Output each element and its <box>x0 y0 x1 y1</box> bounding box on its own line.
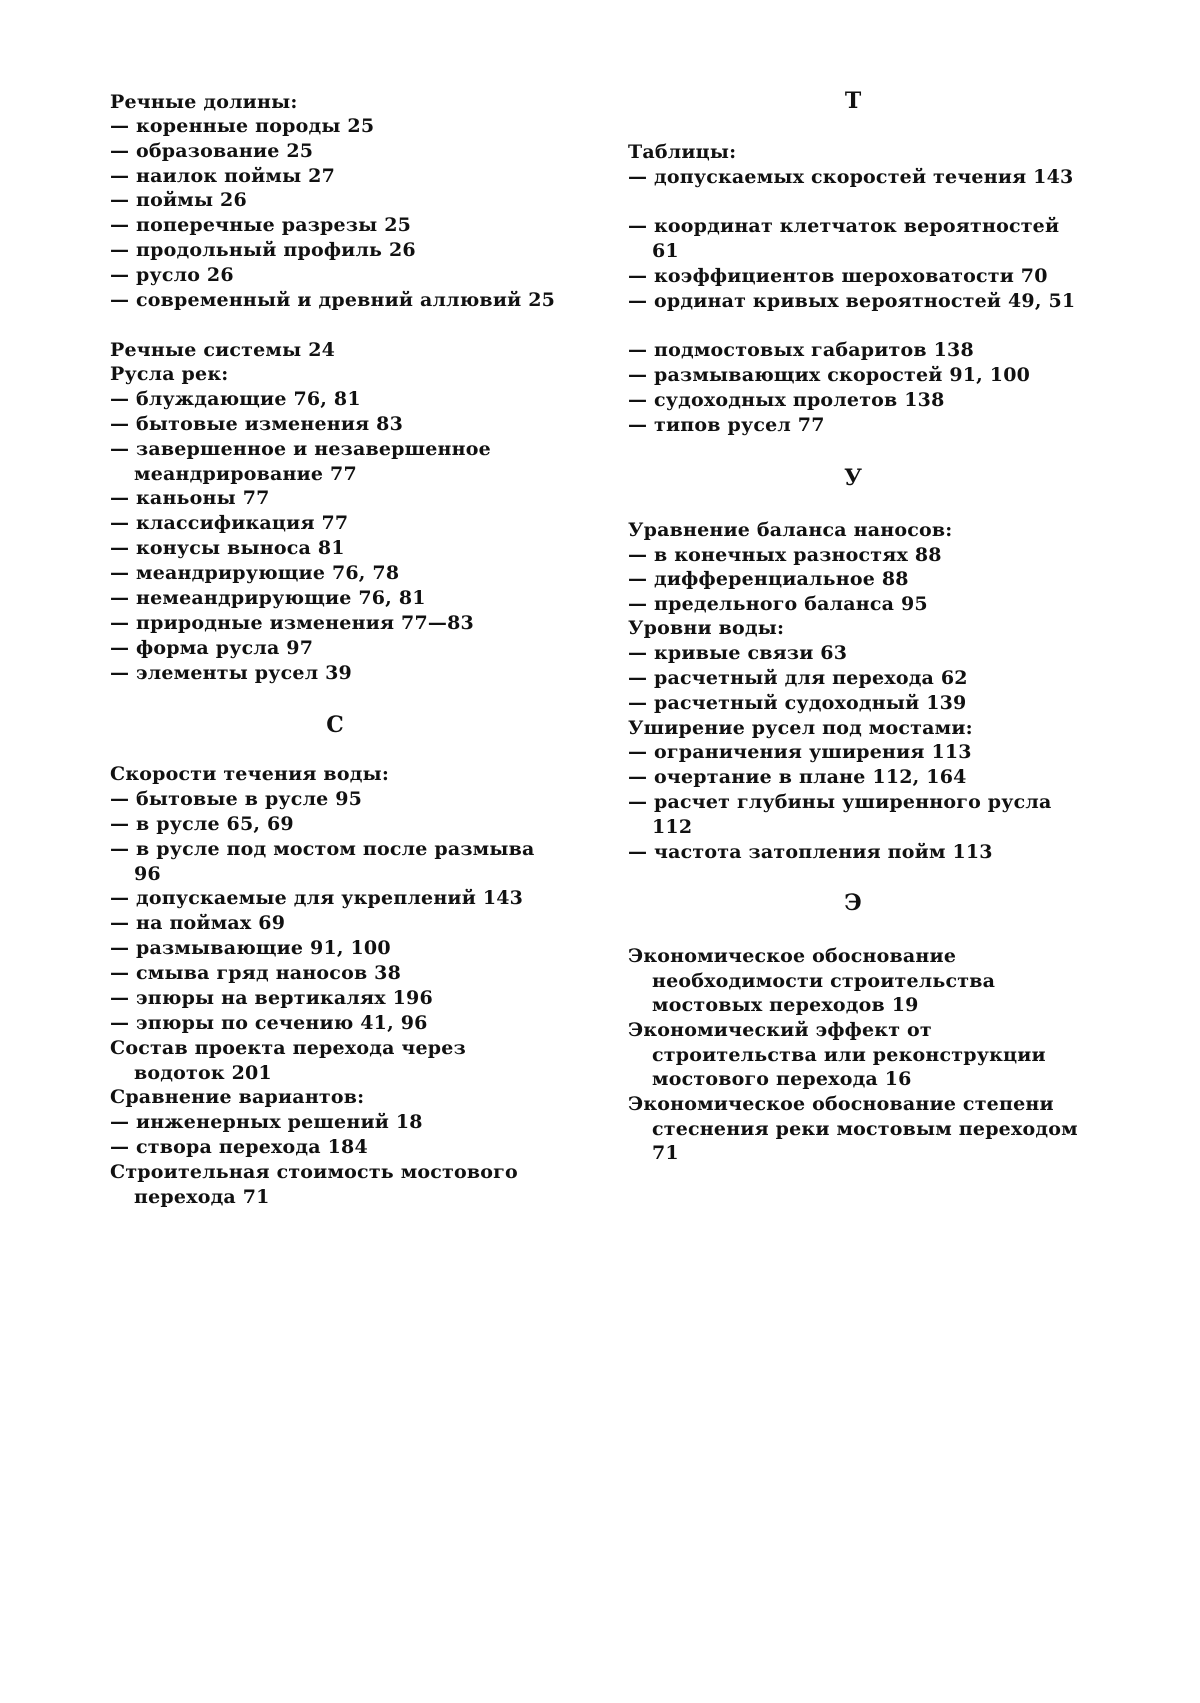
index-subentry: — завершенное и незавершенное меандрирование 77 <box>110 438 491 485</box>
index-subentry: — поймы 26 <box>110 189 247 211</box>
index-subentry: — конусы выноса 81 <box>110 537 345 559</box>
index-subentry: — смыва гряд наносов 38 <box>110 962 402 984</box>
index-subentry: — размывающих скоростей 91, 100 <box>628 364 1031 386</box>
index-entry: Сравнение вариантов: <box>110 1086 365 1108</box>
index-entry: Состав проекта перехода через водоток 201 <box>110 1037 466 1084</box>
section-letter-c: С <box>326 712 344 738</box>
index-entry: Строительная стоимость мостового перехода 71 <box>110 1161 518 1208</box>
index-subentry: — ординат кривых вероятностей 49, 51 <box>628 290 1076 312</box>
index-subentry: — в конечных разностях 88 <box>628 544 942 566</box>
index-entry: Экономический эффект от строительства или реконструкции мостового перехода 16 <box>628 1019 1046 1091</box>
index-subentry: — размывающие 91, 100 <box>110 937 391 959</box>
index-subentry: — расчетный для перехода 62 <box>628 667 968 689</box>
index-subentry: — эпюры по сечению 41, 96 <box>110 1012 428 1034</box>
index-subentry: — кривые связи 63 <box>628 642 848 664</box>
section-letter-u: У <box>844 465 862 491</box>
index-subentry: — немеандрирующие 76, 81 <box>110 587 426 609</box>
index-subentry: — частота затопления пойм 113 <box>628 841 993 863</box>
index-subentry: — продольный профиль 26 <box>110 239 416 261</box>
index-subentry: — образование 25 <box>110 140 314 162</box>
index-subentry: — створа перехода 184 <box>110 1136 368 1158</box>
index-subentry: — типов русел 77 <box>628 414 825 436</box>
index-subentry: — поперечные разрезы 25 <box>110 214 412 236</box>
section-letter-t: Т <box>844 88 862 114</box>
index-subentry: — форма русла 97 <box>110 637 314 659</box>
index-subentry: — дифференциальное 88 <box>628 568 909 590</box>
index-subentry: — координат клетчаток вероятностей 61 <box>628 215 1060 262</box>
index-entry: Речные системы 24 <box>110 339 336 361</box>
index-subentry: — наилок поймы 27 <box>110 165 336 187</box>
index-subentry: — предельного баланса 95 <box>628 593 928 615</box>
index-subentry: — в русле под мостом после размыва 96 <box>110 838 535 885</box>
index-subentry: — ограничения уширения 113 <box>628 741 972 763</box>
index-entry: Экономическое обоснование степени стеснения реки мостовым переходом 71 <box>628 1093 1078 1165</box>
index-subentry: — русло 26 <box>110 264 234 286</box>
index-entry: Таблицы: <box>628 141 737 163</box>
index-subentry: — в русле 65, 69 <box>110 813 294 835</box>
index-subentry: — подмостовых габаритов 138 <box>628 339 974 361</box>
index-subentry: — допускаемые для укреплений 143 <box>110 887 524 909</box>
index-subentry: — блуждающие 76, 81 <box>110 388 361 410</box>
index-entry: Скорости течения воды: <box>110 763 390 785</box>
index-subentry: — коэффициентов шероховатости 70 <box>628 265 1048 287</box>
index-subentry: — классификация 77 <box>110 512 349 534</box>
index-subentry: — инженерных решений 18 <box>110 1111 423 1133</box>
index-subentry: — эпюры на вертикалях 196 <box>110 987 433 1009</box>
index-subentry: — бытовые изменения 83 <box>110 413 404 435</box>
index-subentry: — элементы русел 39 <box>110 662 352 684</box>
index-entry: Русла рек: <box>110 363 229 385</box>
index-subentry: — допускаемых скоростей течения 143 <box>628 166 1074 188</box>
index-entry: Экономическое обоснование необходимости строительства мостовых переходов 19 <box>628 945 996 1017</box>
index-subentry: — каньоны 77 <box>110 487 270 509</box>
index-subentry: — расчетный судоходный 139 <box>628 692 967 714</box>
index-entry: Уравнение баланса наносов: <box>628 519 953 541</box>
index-subentry: — расчет глубины уширенного русла 112 <box>628 791 1052 838</box>
index-subentry: — коренные породы 25 <box>110 115 375 137</box>
index-entry: Уровни воды: <box>628 617 785 639</box>
index-entry: Речные долины: <box>110 91 298 113</box>
index-entry: Уширение русел под мостами: <box>628 717 973 739</box>
index-subentry: — меандрирующие 76, 78 <box>110 562 400 584</box>
index-subentry: — природные изменения 77—83 <box>110 612 474 634</box>
index-subentry: — современный и древний аллювий 25 <box>110 289 556 311</box>
section-letter-e: Э <box>844 890 862 916</box>
index-subentry: — очертание в плане 112, 164 <box>628 766 967 788</box>
index-subentry: — бытовые в русле 95 <box>110 788 363 810</box>
index-subentry: — судоходных пролетов 138 <box>628 389 945 411</box>
index-subentry: — на поймах 69 <box>110 912 286 934</box>
